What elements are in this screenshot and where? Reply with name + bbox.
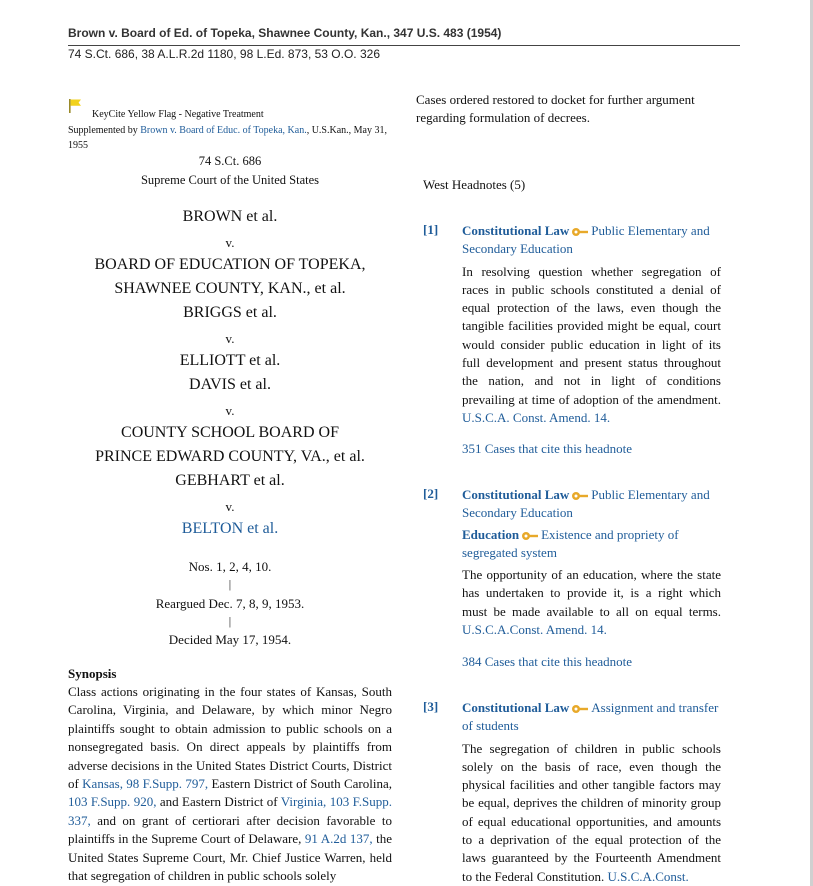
synopsis-part: and Eastern District of: [156, 794, 281, 810]
topic-sub-link[interactable]: Existence and propriety of segregated system: [462, 526, 679, 560]
headnote-topic: [462, 699, 721, 736]
decided-date: Decided May 17, 1954.: [168, 632, 292, 647]
docket-numbers: Nos. 1, 2, 4, 10.: [188, 559, 272, 574]
headnote-text: [462, 740, 721, 886]
party-briggs: BRIGGS et al.: [183, 304, 277, 321]
versus-2: v.: [225, 331, 235, 346]
headnote-2-citing-cases-link[interactable]: 384 Cases that cite this headnote: [462, 654, 633, 669]
headnote-text-body: The segregation of children in public schools solely on the basis of race, even though the physical facilities and other tangible factors may be equal, deprives the children of minority group of equal educational opportunities, and amounts to a deprivation of the equal protection of the laws guaranteed by the Fourteenth Amendment to the Federal Constitution.: [462, 740, 721, 884]
west-headnotes-heading: West Headnotes (5): [423, 177, 526, 192]
headnote-number[interactable]: [2]: [423, 486, 439, 501]
virginia-citation-link[interactable]: Virginia, 103 F.Supp. 337,: [68, 794, 393, 828]
headnote-number[interactable]: [1]: [423, 222, 439, 237]
party-elliott: ELLIOTT et al.: [179, 352, 281, 369]
disposition-text: Cases ordered restored to docket for further argument regarding formulation of decrees.: [416, 92, 695, 125]
topic-constitutional-law[interactable]: Constitutional Law: [462, 487, 570, 502]
headnote-number[interactable]: [3]: [423, 699, 439, 714]
party-belton-link[interactable]: BELTON et al.: [181, 520, 279, 537]
supplemented-by-link[interactable]: Brown v. Board of Educ. of Topeka, Kan.: [140, 125, 307, 136]
headnote-topic: [462, 222, 721, 259]
supp-prefix: Supplemented by: [68, 125, 141, 136]
south-carolina-citation-link[interactable]: 103 F.Supp. 920,: [68, 794, 157, 810]
topic-constitutional-law[interactable]: Constitutional Law: [462, 700, 570, 715]
headnote-body: [462, 699, 721, 886]
topic-sub-link[interactable]: Public Elementary and Secondary Education: [462, 487, 710, 521]
headnote-body: [462, 486, 721, 639]
delaware-citation-link[interactable]: 91 A.2d 137,: [304, 831, 373, 847]
synopsis-text: [68, 683, 392, 885]
headnote-topic-2: [462, 526, 721, 563]
headnote-text-body: In resolving question whether segregation of races in public schools constituted a denial of equal protection of the laws, even though the tangible facilities provided might be equal, court would consider public education in light of its full development and present status throughout the nation, and not in light of conditions prevailing at time of adoption of the amendment.: [462, 263, 721, 407]
topic-sub-link[interactable]: Public Elementary and Secondary Education: [462, 223, 710, 257]
synopsis-part: Eastern District of South Carolina,: [208, 776, 392, 792]
key-number-icon: [571, 491, 589, 501]
kansas-citation-link[interactable]: Kansas, 98 F.Supp. 797,: [82, 776, 209, 792]
docket-separator-2: |: [228, 614, 232, 628]
synopsis-heading: Synopsis: [68, 666, 117, 681]
versus-3: v.: [225, 403, 235, 418]
topic-education[interactable]: Education: [462, 526, 520, 542]
docket-separator-1: |: [228, 577, 232, 591]
headnote-text-body: The opportunity of an education, where the state has undertaken to provide it, is a right which must be made available to all on equal terms.: [462, 567, 721, 619]
yellow-flag-icon[interactable]: [68, 99, 82, 113]
party-gebhart: GEBHART et al.: [175, 472, 285, 489]
header-divider: [68, 45, 740, 46]
synopsis-part: the United States Supreme Court, Mr. Chief Justice Warren, held that segregation of children in public schools solely: [68, 831, 392, 884]
parallel-citations: 74 S.Ct. 686, 38 A.L.R.2d 1180, 98 L.Ed. 873, 53 O.O. 326: [68, 47, 380, 61]
headnote-statute-link[interactable]: U.S.C.A.Const. Amend. 14.: [462, 622, 607, 638]
key-number-icon: [521, 531, 539, 541]
document-title: Brown v. Board of Ed. of Topeka, Shawnee County, Kan., 347 U.S. 483 (1954): [68, 26, 502, 40]
party-brown: BROWN et al.: [182, 208, 278, 225]
key-number-icon: [571, 704, 589, 714]
reporter-citation: 74 S.Ct. 686: [198, 154, 262, 168]
headnote-statute-link[interactable]: U.S.C.A.Const.: [607, 868, 689, 884]
headnote-1-citing-cases-link[interactable]: 351 Cases that cite this headnote: [462, 441, 633, 456]
reargued-date: Reargued Dec. 7, 8, 9, 1953.: [155, 596, 305, 611]
keycite-label[interactable]: KeyCite Yellow Flag - Negative Treatment: [92, 109, 264, 120]
versus-4: v.: [225, 499, 235, 514]
headnote-text: [462, 566, 721, 639]
headnote-topic: [462, 486, 721, 523]
versus-1: v.: [225, 235, 235, 250]
party-board-of-education: BOARD OF EDUCATION OF TOPEKA,: [94, 256, 366, 273]
court-name: Supreme Court of the United States: [140, 173, 320, 187]
synopsis-part: Class actions originating in the four states of Kansas, South Carolina, Virginia, and Delaware, by which minor Negro plaintiffs sought to obtain admission to public schools on a nonsegregated basis. On direct appeals by plaintiffs from adverse decisions in the United States District Courts, District of: [68, 684, 392, 792]
topic-constitutional-law[interactable]: Constitutional Law: [462, 223, 570, 238]
key-number-icon: [571, 227, 589, 237]
party-county-school-board-cont: PRINCE EDWARD COUNTY, VA., et al.: [95, 448, 365, 465]
headnote-statute-link[interactable]: U.S.C.A. Const. Amend. 14.: [462, 409, 611, 425]
supplemented-by-note: [68, 123, 392, 153]
topic-sub-link[interactable]: Assignment and transfer of students: [462, 700, 719, 734]
synopsis-part: and on grant of certiorari after decision favorable to plaintiffs in the Supreme Court of Delaware,: [68, 812, 392, 847]
headnote-text: [462, 263, 721, 428]
headnote-body: [462, 222, 721, 427]
party-board-of-education-cont: SHAWNEE COUNTY, KAN., et al.: [114, 280, 346, 297]
party-county-school-board: COUNTY SCHOOL BOARD OF: [121, 424, 339, 441]
supp-suffix: , U.S.Kan., May 31, 1955: [68, 125, 387, 151]
party-davis: DAVIS et al.: [189, 376, 271, 393]
